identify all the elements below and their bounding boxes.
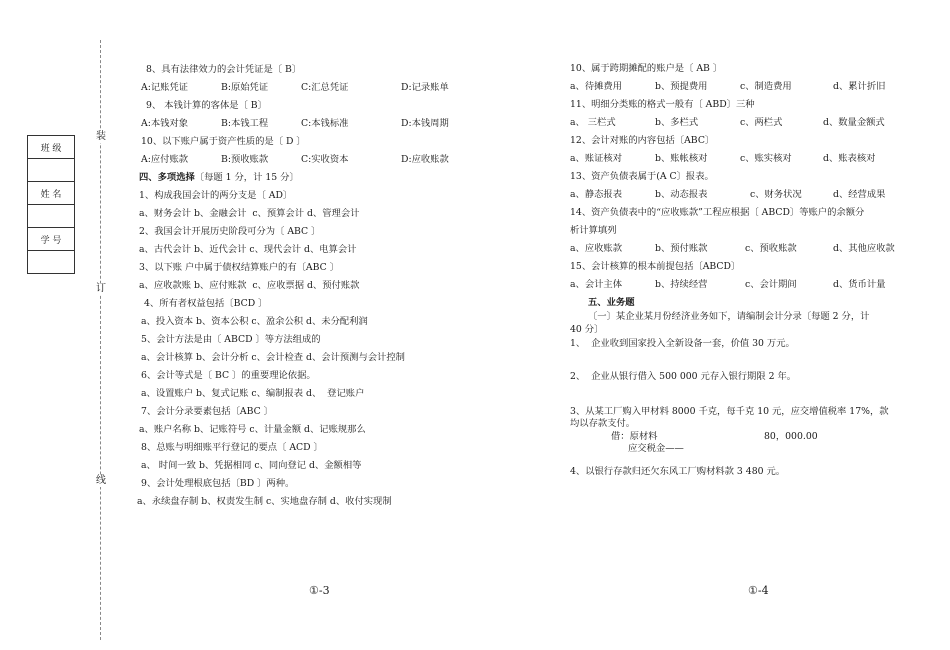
section-4-heading (139, 172, 299, 184)
multi-question-3-options: a、应收款账 b、应付账款 c、应收票据 d、预付账款 (139, 280, 360, 291)
option: c、预收账款 (745, 243, 797, 254)
option: B:预收账款 (221, 154, 269, 165)
option: b、预付账款 (655, 243, 708, 254)
section-5-title: 五、业务题 (588, 297, 635, 308)
multi-question-2-options: a、古代会计 b、近代会计 c、现代会计 d、电算会计 (139, 244, 357, 255)
option: a、 三栏式 (570, 117, 616, 128)
option: b、多栏式 (655, 117, 699, 128)
option: B:原始凭证 (221, 82, 269, 93)
question-8: 8、具有法律效力的会计凭证是〔 B〕 (146, 64, 302, 75)
option: c、两栏式 (740, 117, 783, 128)
multi-question-7-options: a、账户名称 b、记账符号 c、计量金额 d、记账规那么 (139, 424, 366, 435)
option: a、会计主体 (570, 279, 623, 290)
multi-question-13: 13、资产负债表属于(A C〕报表。 (570, 171, 714, 182)
answer-tax-entry: 应交税金—— (628, 443, 684, 454)
multi-question-8-options: a、 时间一致 b、凭据相同 c、同向登记 d、金额相等 (141, 460, 362, 471)
business-question-2: 2、 企业从银行借入 500 000 元存入银行期限 2 年。 (570, 371, 797, 382)
answer-debit-amount: 80，000.00 (764, 431, 818, 442)
question-10: 10、以下账户属于资产性质的是〔 D 〕 (141, 136, 306, 147)
option: A:应付账款 (141, 154, 189, 165)
student-info-table (27, 135, 75, 274)
multi-question-6-options: a、设置账户 b、复式记账 c、编制报表 d、 登记账户 (141, 388, 365, 399)
option: d、累计折旧 (833, 81, 886, 92)
binding-mark-top: 装 (96, 131, 106, 142)
multi-question-14-line-2: 析计算填列 (570, 225, 617, 236)
multi-question-6: 6、会计等式是〔 BC 〕的重要理论依据。 (141, 370, 316, 381)
option: C:汇总凭证 (301, 82, 349, 93)
student-id-label: 学 号 (28, 228, 75, 251)
business-question-1: 1、 企业收到国家投入全新设备一套，价值 30 万元。 (570, 338, 795, 349)
option: b、动态报表 (655, 189, 708, 200)
class-label: 班 级 (28, 136, 75, 159)
option: A:本钱对象 (141, 118, 189, 129)
section-4-note: 〔每题 1 分，计 15 分〕 (194, 172, 299, 183)
multi-question-9: 9、会计处理根底包括〔BD 〕两种。 (141, 478, 295, 489)
class-field[interactable] (28, 159, 75, 182)
multi-question-11: 11、明细分类账的格式一般有〔 ABD〕三种 (570, 99, 755, 110)
option: a、静态报表 (570, 189, 623, 200)
option: A:记账凭证 (141, 82, 189, 93)
option: C:实收资本 (301, 154, 349, 165)
option: c、账实核对 (740, 153, 792, 164)
multi-question-4: 4、所有者权益包括〔BCD 〕 (144, 298, 268, 309)
option: d、货币计量 (833, 279, 886, 290)
section-5-intro-line-2: 40 分〕 (570, 324, 604, 335)
option: a、账证核对 (570, 153, 623, 164)
name-label: 姓 名 (28, 182, 75, 205)
binding-mark-bottom: 线 (96, 475, 106, 486)
page-number-left: ①-3 (309, 584, 330, 597)
option: D:应收账款 (401, 154, 449, 165)
page-number-right: ①-4 (748, 584, 769, 597)
option: D:记录账单 (401, 82, 449, 93)
multi-question-1-options: a、财务会计 b、金融会计 c、预算会计 d、管理会计 (139, 208, 360, 219)
answer-debit-entry: 借：原材料 (611, 431, 658, 442)
option: d、账表核对 (823, 153, 876, 164)
binding-line (100, 40, 101, 640)
name-field[interactable] (28, 205, 75, 228)
question-9: 9、 本钱计算的客体是〔 B〕 (146, 100, 267, 111)
multi-question-8: 8、总账与明细账平行登记的要点〔 ACD 〕 (141, 442, 323, 453)
option: b、预提费用 (655, 81, 708, 92)
multi-question-5-options: a、会计核算 b、会计分析 c、会计检查 d、会计预测与会计控制 (141, 352, 405, 363)
option: B:本钱工程 (221, 118, 269, 129)
multi-question-7: 7、会计分录要素包括〔ABC 〕 (141, 406, 273, 417)
multi-question-3: 3、以下账 户中属于债权结算账户的有〔ABC 〕 (139, 262, 340, 273)
business-question-3-line-1: 3、从某工厂购入甲材料 8000 千克，每千克 10 元，应交增值税率 17%，款 (570, 406, 889, 417)
option: c、财务状况 (750, 189, 802, 200)
multi-question-10: 10、属于跨期摊配的账户是〔 AB 〕 (570, 63, 723, 74)
multi-question-9-options: a、永续盘存制 b、权责发生制 c、实地盘存制 d、收付实现制 (137, 496, 392, 507)
multi-question-5: 5、会计方法是由〔 ABCD 〕等方法组成的 (141, 334, 321, 345)
multi-question-1: 1、构成我国会计的两分支是〔 AD〕 (139, 190, 293, 201)
business-question-4: 4、以银行存款归还欠东风工厂购材料款 3 480 元。 (570, 466, 786, 477)
multi-question-15: 15、会计核算的根本前提包括〔ABCD〕 (570, 261, 741, 272)
option: b、持续经营 (655, 279, 708, 290)
multi-question-12: 12、会计对账的内容包括〔ABC〕 (570, 135, 715, 146)
option: d、经营成果 (833, 189, 886, 200)
business-question-3-line-2: 均以存款支付。 (570, 418, 636, 429)
option: C:本钱标准 (301, 118, 349, 129)
multi-question-14-line-1: 14、资产负债表中的“应收账款”工程应根据〔 ABCD〕等账户的余额分 (570, 207, 865, 218)
option: D:本钱周期 (401, 118, 449, 129)
option: c、制造费用 (740, 81, 792, 92)
option: a、应收账款 (570, 243, 623, 254)
section-5-intro-line-1: 〔一〕某企业某月份经济业务如下，请编制会计分录〔每题 2 分，计 (588, 311, 870, 322)
option: d、数量金额式 (823, 117, 885, 128)
multi-question-2: 2、我国会计开展历史阶段可分为〔 ABC 〕 (139, 226, 321, 237)
option: a、待摊费用 (570, 81, 623, 92)
multi-question-4-options: a、投入资本 b、资本公积 c、盈余公积 d、未分配利润 (141, 316, 368, 327)
section-4-title: 四、多项选择 (139, 172, 195, 183)
binding-mark-middle: 订 (96, 283, 106, 294)
option: d、其他应收款 (833, 243, 895, 254)
student-id-field[interactable] (28, 251, 75, 274)
option: b、账帐核对 (655, 153, 708, 164)
option: c、会计期间 (745, 279, 797, 290)
